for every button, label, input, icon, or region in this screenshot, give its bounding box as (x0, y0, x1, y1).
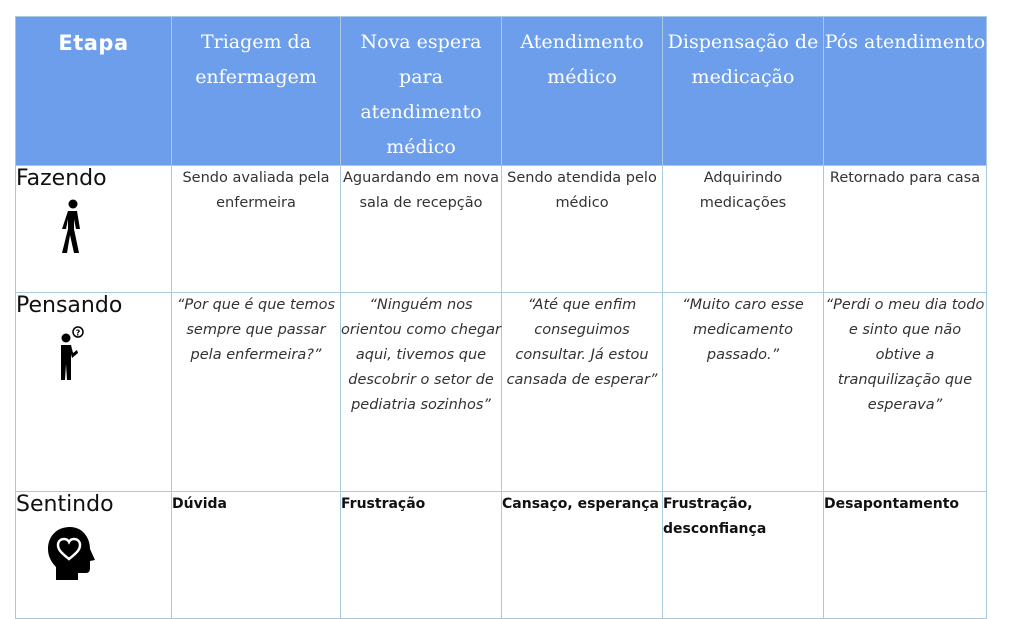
column-header-atendimento: Atendimento médico (502, 17, 663, 166)
row-thinking (16, 293, 987, 492)
cell-thinking-3: “Até que enfim conseguimos consultar. Já estou cansada de esperar” (502, 293, 663, 492)
cell-thinking-4: “Muito caro esse medicamento passado.” (663, 293, 824, 492)
thinking-person-icon (56, 326, 171, 382)
head-heart-icon (46, 525, 171, 581)
cell-doing-4: Adquirindo medicações (663, 166, 824, 293)
journey-map-table (15, 16, 987, 619)
svg-text:?: ? (75, 328, 81, 338)
column-header-pos-atendimento: Pós atendimento (824, 17, 987, 166)
row-label-text: Pensando (16, 293, 123, 318)
cell-thinking-1: “Por que é que temos sempre que passar pela enfermeira?” (172, 293, 341, 492)
cell-feeling-2: Frustração (341, 492, 502, 619)
cell-feeling-5: Desapontamento (824, 492, 987, 619)
cell-doing-1: Sendo avaliada pela enfermeira (172, 166, 341, 293)
cell-thinking-5: “Perdi o meu dia todo e sinto que não obtive a tranquilização que esperava” (824, 293, 987, 492)
row-label-text: Sentindo (16, 492, 114, 517)
row-label-thinking (16, 293, 172, 492)
header-row (16, 17, 987, 166)
column-header-triagem: Triagem da enfermagem (172, 17, 341, 166)
row-feeling (16, 492, 987, 619)
column-header-nova-espera: Nova espera para atendimento médico (341, 17, 502, 166)
column-header-dispensacao: Dispensação de medicação (663, 17, 824, 166)
row-label-text: Fazendo (16, 166, 107, 191)
cell-feeling-4: Frustração, desconfiança (663, 492, 824, 619)
walking-person-icon (58, 199, 171, 255)
row-label-feeling (16, 492, 172, 619)
cell-thinking-2: “Ninguém nos orientou como chegar aqui, tivemos que descobrir o setor de pediatria sozinhos” (341, 293, 502, 492)
cell-doing-2: Aguardando em nova sala de recepção (341, 166, 502, 293)
cell-feeling-1: Dúvida (172, 492, 341, 619)
cell-doing-3: Sendo atendida pelo médico (502, 166, 663, 293)
row-label-doing (16, 166, 172, 293)
row-doing (16, 166, 987, 293)
cell-doing-5: Retornado para casa (824, 166, 987, 293)
stage-header: Etapa (16, 17, 172, 166)
cell-feeling-3: Cansaço, esperança (502, 492, 663, 619)
